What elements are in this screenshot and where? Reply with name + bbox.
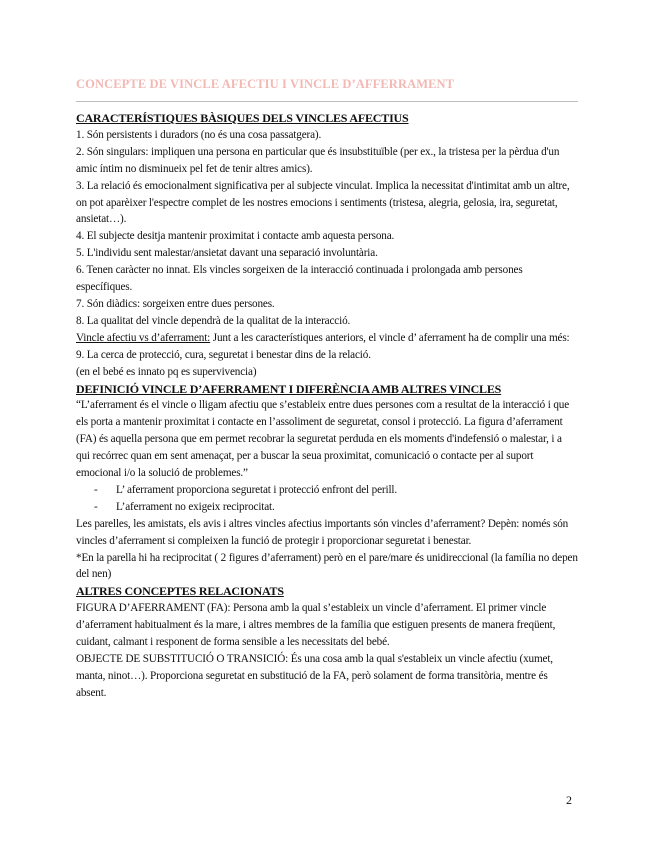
page-number: 2 bbox=[566, 793, 572, 807]
parella-note: *En la parella hi ha reciprocitat ( 2 figures d’aferrament) però en el pare/mare és unidireccional (la família no depen del nen) bbox=[76, 551, 578, 581]
list-item: 7. Són diàdics: sorgeixen entre dues persones. bbox=[76, 297, 275, 310]
bullet-text: L’aferrament no exigeix reciprocitat. bbox=[116, 500, 275, 513]
document-body bbox=[76, 110, 578, 702]
list-item: 1. Són persistents i duradors (no és una cosa passatgera). bbox=[76, 128, 322, 141]
list-item: 5. L'individu sent malestar/ansietat davant una separació involuntària. bbox=[76, 247, 378, 260]
heading-altres: ALTRES CONCEPTES RELACIONATS bbox=[76, 584, 284, 599]
list-item: 3. La relació és emocionalment significativa per al subjecte vinculat. Implica la necessitat d'intimitat amb un altre, on pot aparèixer l'espectre complet de les nostres emocions i sentiments (tristesa, alegria, gelosia, ira, seguretat, ansietat…). bbox=[76, 179, 570, 226]
innate-note: (en el bebé es innato pq es supervivencia) bbox=[76, 365, 257, 378]
bullet-text: L’ aferrament proporciona seguretat i protecció enfront del perill. bbox=[116, 483, 398, 496]
list-item: 8. La qualitat del vincle dependrà de la qualitat de la interacció. bbox=[76, 314, 351, 327]
figura-aferrament-paragraph: FIGURA D’AFERRAMENT (FA): Persona amb la qual s’estableix un vincle d’aferrament. El primer vincle d’aferrament habitualment és la mare, i altres membres de la família que estiguen presents de manera freqüent, cuidant, calmant i responent de forma sensible a les necessitats del bebé. bbox=[76, 602, 556, 649]
list-item: 2. Són singulars: impliquen una persona en particular que és insubstituïble (per ex., la tristesa per la pèrdua d'un amic íntim no disminueix pel fet de tenir altres amics). bbox=[76, 145, 560, 175]
list-item: 4. El subjecte desitja mantenir proximitat i contacte amb aquesta persona. bbox=[76, 230, 395, 243]
heading-caracteristiques: CARACTERÍSTIQUES BÀSIQUES DELS VINCLES AFECTIUS bbox=[76, 111, 409, 125]
vincle-vs-aferrament-label: Vincle afectiu vs d’aferrament: bbox=[76, 331, 211, 344]
list-item: 6. Tenen caràcter no innat. Els vincles sorgeixen de la interacció continuada i prolongada amb persones específiques. bbox=[76, 264, 523, 294]
objecte-transicio-paragraph: OBJECTE DE SUBSTITUCIÓ O TRANSICIÓ: És una cosa amb la qual s'estableix un vincle afectiu (xumet, manta, ninot…). Proporciona seguretat en substitució de la FA, però solament de forma transitòria, mentre és absent. bbox=[76, 653, 553, 699]
bullet-list bbox=[76, 482, 578, 516]
page-content bbox=[76, 76, 578, 702]
vincle-vs-aferrament-paragraph bbox=[76, 330, 578, 364]
bullet-marker: - bbox=[94, 483, 98, 496]
document-title: CONCEPTE DE VINCLE AFECTIU I VINCLE D’AFFERRAMENT bbox=[76, 76, 578, 102]
question-paragraph: Les parelles, les amistats, els avis i altres vincles afectius importants són vincles d’aferrament? Depèn: només són vincles d’aferrament si compleixen la funció de protegir i proporcionar seguretat i benestar. bbox=[76, 517, 569, 547]
bullet-item bbox=[76, 499, 578, 516]
vincle-vs-aferrament-text: Junt a les característiques anteriors, el vincle d’ aferrament ha de complir una més: 9. La cerca de protecció, cura, seguretat i benestar dins de la relació. bbox=[76, 331, 570, 361]
heading-definicio: DEFINICIÓ VINCLE D’AFERRAMENT I DIFERÈNCIA AMB ALTRES VINCLES bbox=[76, 381, 502, 396]
definition-quote: “L’aferrament és el vincle o lligam afectiu que s’estableix entre dues persones com a resultat de la interacció i que els porta a mantenir proximitat i contacte en l’assoliment de seguretat, consol i protecció. La figura d’aferrament (FA) és aquella persona que em permet recobrar la seguretat perduda en els moments d'indefensió o malestar, i a qui recórrec quan em sent amenaçat, per a buscar la seua proximitat, comunicació o contacte per al suport emocional i/o la solució de problemes.” bbox=[76, 399, 570, 480]
bullet-item bbox=[76, 482, 578, 499]
bullet-marker: - bbox=[94, 500, 98, 513]
